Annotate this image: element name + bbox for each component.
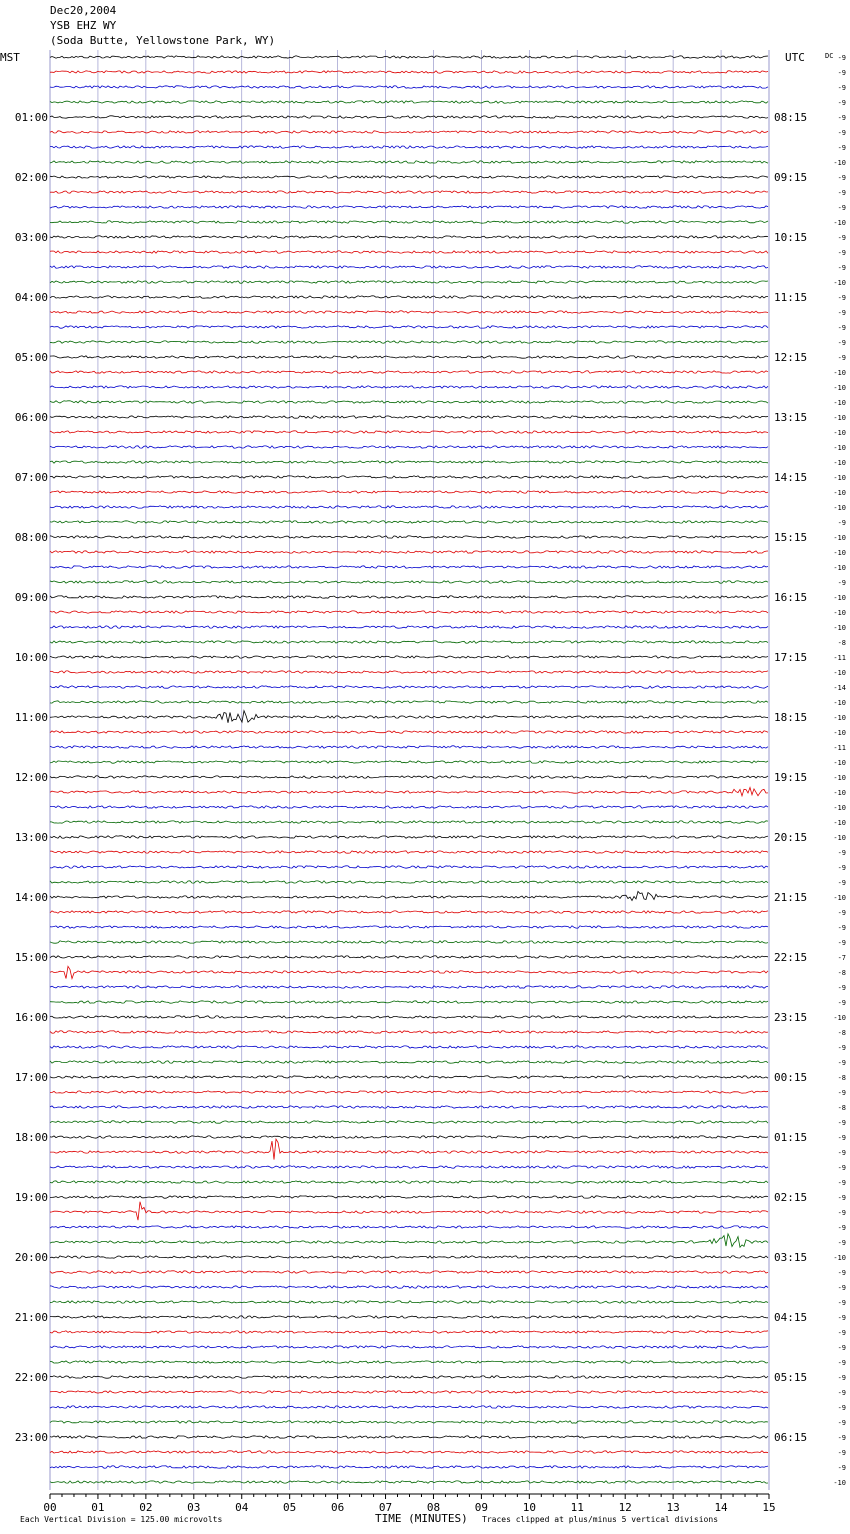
- trace-row: [50, 711, 768, 723]
- trace-row: [50, 491, 768, 493]
- dc-offset-label: -9: [837, 1134, 846, 1142]
- mst-hour-label: 06:00: [14, 411, 48, 424]
- dc-offset-label: -10: [833, 399, 846, 407]
- trace-row: [50, 1046, 768, 1048]
- trace-row: [50, 596, 768, 598]
- trace-row: [50, 341, 768, 343]
- dc-offset-label: -8: [837, 1029, 846, 1037]
- dc-offset-label: -10: [833, 429, 846, 437]
- utc-hour-label: 15:15: [774, 531, 808, 544]
- trace-row: [50, 1196, 768, 1198]
- trace-row: [50, 1121, 768, 1123]
- dc-offset-label: -9: [837, 1059, 846, 1067]
- mst-hour-label: 12:00: [14, 771, 48, 784]
- trace-row: [50, 788, 768, 796]
- trace-row: [50, 476, 768, 478]
- mst-hour-label: 19:00: [14, 1191, 48, 1204]
- x-axis-title: TIME (MINUTES): [375, 1512, 468, 1525]
- mst-hour-label: 13:00: [14, 831, 48, 844]
- dc-offset-label: -9: [837, 984, 846, 992]
- trace-row: [50, 671, 768, 673]
- trace-row: [50, 1061, 768, 1063]
- dc-offset-label: -9: [837, 264, 846, 272]
- trace-row: [50, 1271, 768, 1273]
- trace-row: [50, 536, 768, 538]
- mst-hour-label: 07:00: [14, 471, 48, 484]
- trace-row: [50, 776, 768, 778]
- dc-offset-label: -8: [837, 969, 846, 977]
- trace-row: [50, 581, 768, 583]
- x-tick-label: 07: [378, 1501, 393, 1514]
- utc-hour-label: 09:15: [774, 171, 808, 184]
- trace-row: [50, 206, 768, 208]
- dc-offset-label: -9: [837, 54, 846, 62]
- dc-offset-label: -9: [837, 204, 846, 212]
- dc-offset-label: -9: [837, 114, 846, 122]
- station-code: YSB EHZ WY: [50, 19, 117, 32]
- trace-row: [50, 911, 768, 913]
- trace-row: [50, 746, 768, 748]
- dc-offset-label: -9: [837, 174, 846, 182]
- dc-offset-label: -9: [837, 1239, 846, 1247]
- trace-row: [50, 891, 768, 900]
- trace-row: [50, 311, 768, 313]
- trace-row: [50, 506, 768, 508]
- trace-row: [50, 956, 768, 958]
- trace-row: [50, 1436, 768, 1438]
- utc-hour-label: 04:15: [774, 1311, 808, 1324]
- x-tick-label: 03: [187, 1501, 201, 1514]
- dc-offset-label: -9: [837, 1269, 846, 1277]
- dc-offset-label: -10: [833, 789, 846, 797]
- mst-hour-label: 05:00: [14, 351, 48, 364]
- mst-hour-label: 11:00: [14, 711, 48, 724]
- dc-offset-label: -9: [837, 69, 846, 77]
- utc-hour-label: 03:15: [774, 1251, 808, 1264]
- trace-row: [50, 881, 768, 883]
- mst-hour-label: 21:00: [14, 1311, 48, 1324]
- x-tick-label: 05: [283, 1501, 297, 1514]
- dc-offset-label: -9: [837, 249, 846, 257]
- trace-row: [50, 1256, 768, 1258]
- dc-offset-label: -7: [837, 954, 846, 962]
- x-tick-label: 11: [570, 1501, 584, 1514]
- trace-row: [50, 1016, 768, 1018]
- mst-hour-label: 01:00: [14, 111, 48, 124]
- x-tick-label: 14: [714, 1501, 728, 1514]
- mst-hour-label: 08:00: [14, 531, 48, 544]
- mst-hour-label: 04:00: [14, 291, 48, 304]
- trace-row: [50, 146, 768, 148]
- traces: [50, 56, 768, 1483]
- trace-row: [50, 1076, 768, 1078]
- dc-offset-label: -9: [837, 519, 846, 527]
- mst-hour-label: 09:00: [14, 591, 48, 604]
- dc-offset-label: -9: [837, 99, 846, 107]
- dc-offset-label: -10: [833, 774, 846, 782]
- dc-offset-label: -10: [833, 384, 846, 392]
- trace-row: [50, 806, 768, 808]
- dc-offset-label: -11: [833, 654, 846, 662]
- dc-offset-label: -9: [837, 1299, 846, 1307]
- dc-offset-label: -10: [833, 474, 846, 482]
- trace-row: [50, 566, 768, 568]
- dc-offset-label: -10: [833, 714, 846, 722]
- trace-row: [50, 1091, 768, 1093]
- utc-hour-label: 19:15: [774, 771, 808, 784]
- dc-offset-label: -9: [837, 1419, 846, 1427]
- utc-hour-label: 16:15: [774, 591, 808, 604]
- dc-offset-label: -10: [833, 489, 846, 497]
- dc-offset-label: -9: [837, 864, 846, 872]
- dc-offset-label: -10: [833, 219, 846, 227]
- x-tick-label: 10: [522, 1501, 536, 1514]
- mst-hour-label: 23:00: [14, 1431, 48, 1444]
- utc-hour-label: 05:15: [774, 1371, 808, 1384]
- trace-row: [50, 626, 768, 628]
- dc-offset-label: -10: [833, 594, 846, 602]
- dc-offset-label: -9: [837, 1284, 846, 1292]
- dc-offset-label: -9: [837, 579, 846, 587]
- utc-hour-label: 01:15: [774, 1131, 808, 1144]
- trace-row: [50, 656, 768, 658]
- utc-label: UTC: [785, 51, 805, 64]
- x-tick-label: 02: [139, 1501, 153, 1514]
- trace-row: [50, 236, 768, 238]
- mst-hour-label: 20:00: [14, 1251, 48, 1264]
- dc-offset-label: -9: [837, 1344, 846, 1352]
- dc-offset-label: -9: [837, 1164, 846, 1172]
- mst-hour-label: 14:00: [14, 891, 48, 904]
- mst-hour-label: 18:00: [14, 1131, 48, 1144]
- x-tick-label: 08: [426, 1501, 441, 1514]
- dc-offset-label: -8: [837, 1074, 846, 1082]
- trace-row: [50, 821, 768, 823]
- trace-row: [50, 866, 768, 868]
- x-tick-label: 09: [474, 1501, 489, 1514]
- x-tick-label: 12: [618, 1501, 632, 1514]
- trace-row: [50, 1346, 768, 1348]
- trace-row: [50, 431, 768, 433]
- dc-offset-label: -9: [837, 1404, 846, 1412]
- trace-row: [50, 686, 768, 688]
- trace-row: [50, 1181, 768, 1183]
- x-tick-label: 01: [91, 1501, 105, 1514]
- trace-row: [50, 131, 768, 133]
- trace-row: [50, 1166, 768, 1168]
- dc-offset-label: -8: [837, 639, 846, 647]
- trace-row: [50, 446, 768, 448]
- utc-hour-label: 23:15: [774, 1011, 808, 1024]
- trace-row: [50, 401, 768, 403]
- trace-row: [50, 296, 768, 298]
- trace-row: [50, 1139, 768, 1160]
- utc-hour-label: 14:15: [774, 471, 808, 484]
- utc-hour-label: 12:15: [774, 351, 808, 364]
- utc-hour-label: 10:15: [774, 231, 808, 244]
- dc-offset-label: -9: [837, 1044, 846, 1052]
- mst-hour-label: 02:00: [14, 171, 48, 184]
- grid: [50, 50, 769, 1490]
- dc-offset-label: -9: [837, 1314, 846, 1322]
- trace-row: [50, 1481, 768, 1483]
- utc-hour-label: 02:15: [774, 1191, 808, 1204]
- dc-offset-label: -10: [833, 459, 846, 467]
- mst-hour-label: 10:00: [14, 651, 48, 664]
- x-tick-label: 00: [43, 1501, 57, 1514]
- trace-row: [50, 1286, 768, 1288]
- dc-offset-label: -10: [833, 369, 846, 377]
- x-axis: [43, 1494, 775, 1514]
- trace-row: [50, 221, 768, 223]
- x-tick-label: 13: [666, 1501, 680, 1514]
- dc-label: DC: [825, 52, 834, 60]
- scale-note: Each Vertical Division = 125.00 microvolts: [20, 1515, 223, 1524]
- dc-offset-label: -9: [837, 1149, 846, 1157]
- trace-row: [50, 1106, 768, 1108]
- dc-offset-label: -9: [837, 1464, 846, 1472]
- utc-hour-label: 11:15: [774, 291, 808, 304]
- dc-offset-label: -10: [833, 1254, 846, 1262]
- dc-offset-label: -10: [833, 669, 846, 677]
- dc-offset-label: -9: [837, 1224, 846, 1232]
- dc-offset-label: -9: [837, 1194, 846, 1202]
- trace-row: [50, 1331, 768, 1333]
- dc-offset-label: -9: [837, 1119, 846, 1127]
- dc-offset-label: -10: [833, 1014, 846, 1022]
- dc-offset-label: -8: [837, 1104, 846, 1112]
- dc-offset-label: -14: [833, 684, 846, 692]
- trace-row: [50, 326, 768, 328]
- dc-offset-label: -9: [837, 1329, 846, 1337]
- trace-row: [50, 461, 768, 463]
- trace-row: [50, 1406, 768, 1408]
- clip-note: Traces clipped at plus/minus 5 vertical divisions: [482, 1515, 719, 1524]
- trace-row: [50, 731, 768, 733]
- dc-offset-label: -10: [833, 834, 846, 842]
- trace-row: [50, 1301, 768, 1303]
- trace-row: [50, 1001, 768, 1003]
- dc-offset-label: -10: [833, 894, 846, 902]
- dc-offset-label: -9: [837, 84, 846, 92]
- dc-offset-label: -10: [833, 534, 846, 542]
- trace-row: [50, 641, 768, 643]
- trace-row: [50, 1136, 768, 1138]
- trace-row: [50, 1031, 768, 1033]
- trace-row: [50, 986, 768, 988]
- trace-row: [50, 1234, 768, 1247]
- dc-offset-label: -9: [837, 1209, 846, 1217]
- x-tick-label: 06: [330, 1501, 345, 1514]
- utc-hour-label: 06:15: [774, 1431, 808, 1444]
- mst-hour-label: 17:00: [14, 1071, 48, 1084]
- dc-offset-label: -9: [837, 324, 846, 332]
- trace-row: [50, 836, 768, 838]
- mst-hour-label: 22:00: [14, 1371, 48, 1384]
- dc-offset-label: -10: [833, 414, 846, 422]
- dc-offset-label: -9: [837, 1089, 846, 1097]
- trace-row: [50, 1226, 768, 1228]
- trace-row: [50, 416, 768, 418]
- trace-row: [50, 1466, 768, 1468]
- dc-offset-label: -9: [837, 1389, 846, 1397]
- dc-offset-label: -9: [837, 144, 846, 152]
- trace-row: [50, 851, 768, 853]
- dc-offset-label: -9: [837, 1359, 846, 1367]
- dc-offset-label: -10: [833, 759, 846, 767]
- utc-hour-label: 00:15: [774, 1071, 808, 1084]
- dc-offset-label: -9: [837, 234, 846, 242]
- trace-row: [50, 371, 768, 373]
- x-tick-label: 15: [762, 1501, 776, 1514]
- trace-row: [50, 86, 768, 88]
- dc-offset-label: -10: [833, 564, 846, 572]
- dc-offset-label: -9: [837, 924, 846, 932]
- trace-row: [50, 356, 768, 358]
- trace-row: [50, 161, 768, 163]
- utc-hour-label: 13:15: [774, 411, 808, 424]
- dc-offset-label: -11: [833, 744, 846, 752]
- trace-row: [50, 1376, 768, 1378]
- dc-offset-label: -9: [837, 339, 846, 347]
- trace-row: [50, 176, 768, 178]
- chart-date: Dec20,2004: [50, 4, 117, 17]
- trace-row: [50, 551, 768, 553]
- trace-row: [50, 1316, 768, 1318]
- trace-row: [50, 1421, 768, 1423]
- trace-row: [50, 1361, 768, 1363]
- trace-row: [50, 761, 768, 763]
- trace-row: [50, 71, 768, 73]
- dc-offset-label: -9: [837, 294, 846, 302]
- dc-offset-label: -9: [837, 909, 846, 917]
- dc-offset-label: -9: [837, 879, 846, 887]
- station-location: (Soda Butte, Yellowstone Park, WY): [50, 34, 276, 47]
- dc-offset-label: -10: [833, 699, 846, 707]
- mst-label: MST: [0, 51, 20, 64]
- utc-hour-label: 08:15: [774, 111, 808, 124]
- trace-row: [50, 1391, 768, 1393]
- dc-offset-label: -9: [837, 129, 846, 137]
- utc-hour-label: 21:15: [774, 891, 808, 904]
- dc-offset-label: -10: [833, 804, 846, 812]
- dc-offset-label: -9: [837, 1449, 846, 1457]
- mst-hour-label: 03:00: [14, 231, 48, 244]
- dc-offset-label: -9: [837, 1374, 846, 1382]
- dc-offset-label: -10: [833, 624, 846, 632]
- trace-row: [50, 56, 768, 58]
- dc-offset-label: -10: [833, 729, 846, 737]
- trace-row: [50, 251, 768, 253]
- mst-hour-label: 15:00: [14, 951, 48, 964]
- dc-offset-label: -10: [833, 444, 846, 452]
- dc-offset-label: -9: [837, 1434, 846, 1442]
- dc-offset-label: -9: [837, 189, 846, 197]
- trace-row: [50, 191, 768, 193]
- trace-row: [50, 941, 768, 943]
- dc-offset-label: -10: [833, 549, 846, 557]
- trace-row: [50, 281, 768, 283]
- trace-row: [50, 611, 768, 613]
- trace-row: [50, 386, 768, 388]
- dc-offset-label: -9: [837, 939, 846, 947]
- dc-offset-label: -9: [837, 309, 846, 317]
- trace-row: [50, 1451, 768, 1453]
- trace-row: [50, 266, 768, 268]
- mst-hour-label: 16:00: [14, 1011, 48, 1024]
- dc-offset-label: -9: [837, 849, 846, 857]
- x-tick-label: 04: [235, 1501, 249, 1514]
- trace-row: [50, 926, 768, 928]
- dc-offset-label: -9: [837, 1179, 846, 1187]
- utc-hour-label: 17:15: [774, 651, 808, 664]
- dc-offset-label: -9: [837, 354, 846, 362]
- utc-hour-label: 22:15: [774, 951, 808, 964]
- dc-offset-label: -10: [833, 819, 846, 827]
- dc-offset-label: -9: [837, 999, 846, 1007]
- trace-row: [50, 116, 768, 118]
- trace-row: [50, 1202, 768, 1221]
- utc-hour-label: 20:15: [774, 831, 808, 844]
- dc-offset-label: -10: [833, 504, 846, 512]
- dc-offset-label: -10: [833, 1479, 846, 1487]
- trace-row: [50, 521, 768, 523]
- dc-offset-label: -10: [833, 279, 846, 287]
- dc-offset-label: -10: [833, 609, 846, 617]
- utc-hour-label: 18:15: [774, 711, 808, 724]
- trace-row: [50, 701, 768, 703]
- trace-row: [50, 966, 768, 978]
- trace-row: [50, 101, 768, 103]
- dc-offset-label: -10: [833, 159, 846, 167]
